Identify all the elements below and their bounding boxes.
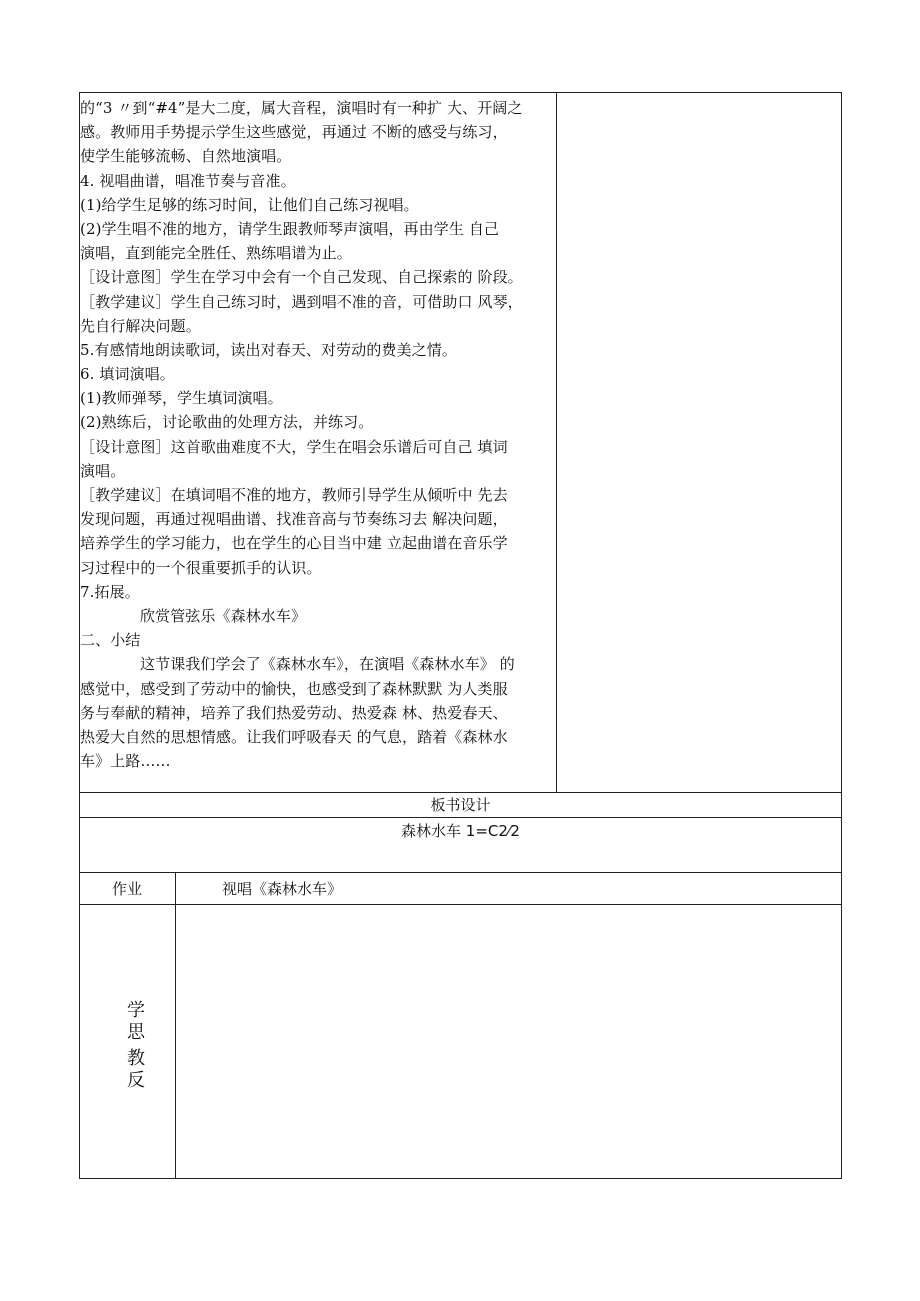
homework-value: 视唱《森林水车》	[222, 880, 343, 898]
body-line: 务与奉献的精神，培养了我们热爱劳动、热爱森 林、热爱春天、	[80, 703, 508, 722]
body-line: 二、小结	[80, 631, 141, 650]
body-line: 热爱大自然的思想情感。让我们呼吸春天 的气息，踏着《森林水	[80, 727, 508, 746]
row-divider-homework	[79, 872, 842, 873]
body-line: 车》上路……	[80, 752, 171, 771]
homework-label: 作业	[111, 880, 142, 898]
body-line: ［教学建议］在填词唱不准的地方，教师引导学生从倾听中 先去	[80, 486, 508, 504]
body-line: (2)学生唱不准的地方，请学生跟教师琴声演唱，再由学生 自己	[80, 219, 500, 238]
reflection-char-2: 思	[127, 1022, 145, 1043]
body-line: 习过程中的一个很重要抓手的认识。	[80, 558, 322, 577]
body-line: ［设计意图］这首歌曲难度不大，学生在唱会乐谱后可自己 填词	[80, 437, 508, 456]
reflection-char-4: 反	[127, 1070, 145, 1091]
row-divider-board-heading	[79, 792, 842, 793]
reflection-char-3: 教	[127, 1048, 145, 1069]
body-line: 演唱，直到能完全胜任、熟练唱谱为止。	[80, 244, 352, 263]
body-line: (2)熟练后，讨论歌曲的处理方法，并练习。	[80, 413, 374, 432]
lesson-body	[80, 96, 556, 773]
board-design-heading: 板书设计	[430, 796, 491, 814]
body-line: 这节课我们学会了《森林水车》，在演唱《森林水车》 的	[140, 655, 515, 674]
body-line: 5.有感情地朗读歌词，读出对春天、对劳动的费美之情。	[80, 340, 457, 359]
row-divider-reflection	[79, 904, 842, 905]
body-line: 的“3 〃到“#4”是大二度，属大音程，演唱时有一种扩 大、开阔之	[80, 99, 523, 117]
body-line: 演唱。	[80, 461, 126, 480]
body-line: 感觉中，感受到了劳动中的愉快，也感受到了森林默默 为人类服	[80, 679, 508, 698]
body-line: (1)教师弹琴，学生填词演唱。	[80, 389, 283, 408]
body-line: ［教学建议］学生自己练习时，遇到唱不准的音，可借助口 风琴，	[80, 292, 523, 311]
body-line: 使学生能够流畅、自然地演唱。	[80, 147, 292, 166]
body-line: 感。教师用手势提示学生这些感觉，再通过 不断的感受与练习，	[80, 123, 508, 142]
body-line: 欣赏管弦乐《森林水车》	[140, 606, 307, 625]
col-divider-notes	[556, 92, 557, 792]
body-line: 先自行解决问题。	[80, 316, 201, 335]
col-divider-labels	[175, 872, 176, 1179]
reflection-char-1: 学	[127, 1000, 145, 1021]
body-line: (1)给学生足够的练习时间，让他们自己练习视唱。	[80, 195, 419, 214]
row-divider-board-content	[79, 817, 842, 818]
body-line: ［设计意图］学生在学习中会有一个自己发现、自己探索的 阶段。	[80, 268, 523, 287]
board-design-content: 森林水车 1=C2⁄2	[401, 822, 520, 840]
body-line: 6. 填词演唱。	[80, 365, 175, 384]
body-line: 4. 视唱曲谱，唱准节奏与音准。	[80, 171, 296, 190]
body-line: 培养学生的学习能力，也在学生的心目当中建 立起曲谱在音乐学	[80, 534, 508, 553]
body-line: 发现问题，再通过视唱曲谱、找准音高与节奏练习去 解决问题，	[80, 510, 508, 529]
body-line: 7.拓展。	[80, 582, 140, 601]
